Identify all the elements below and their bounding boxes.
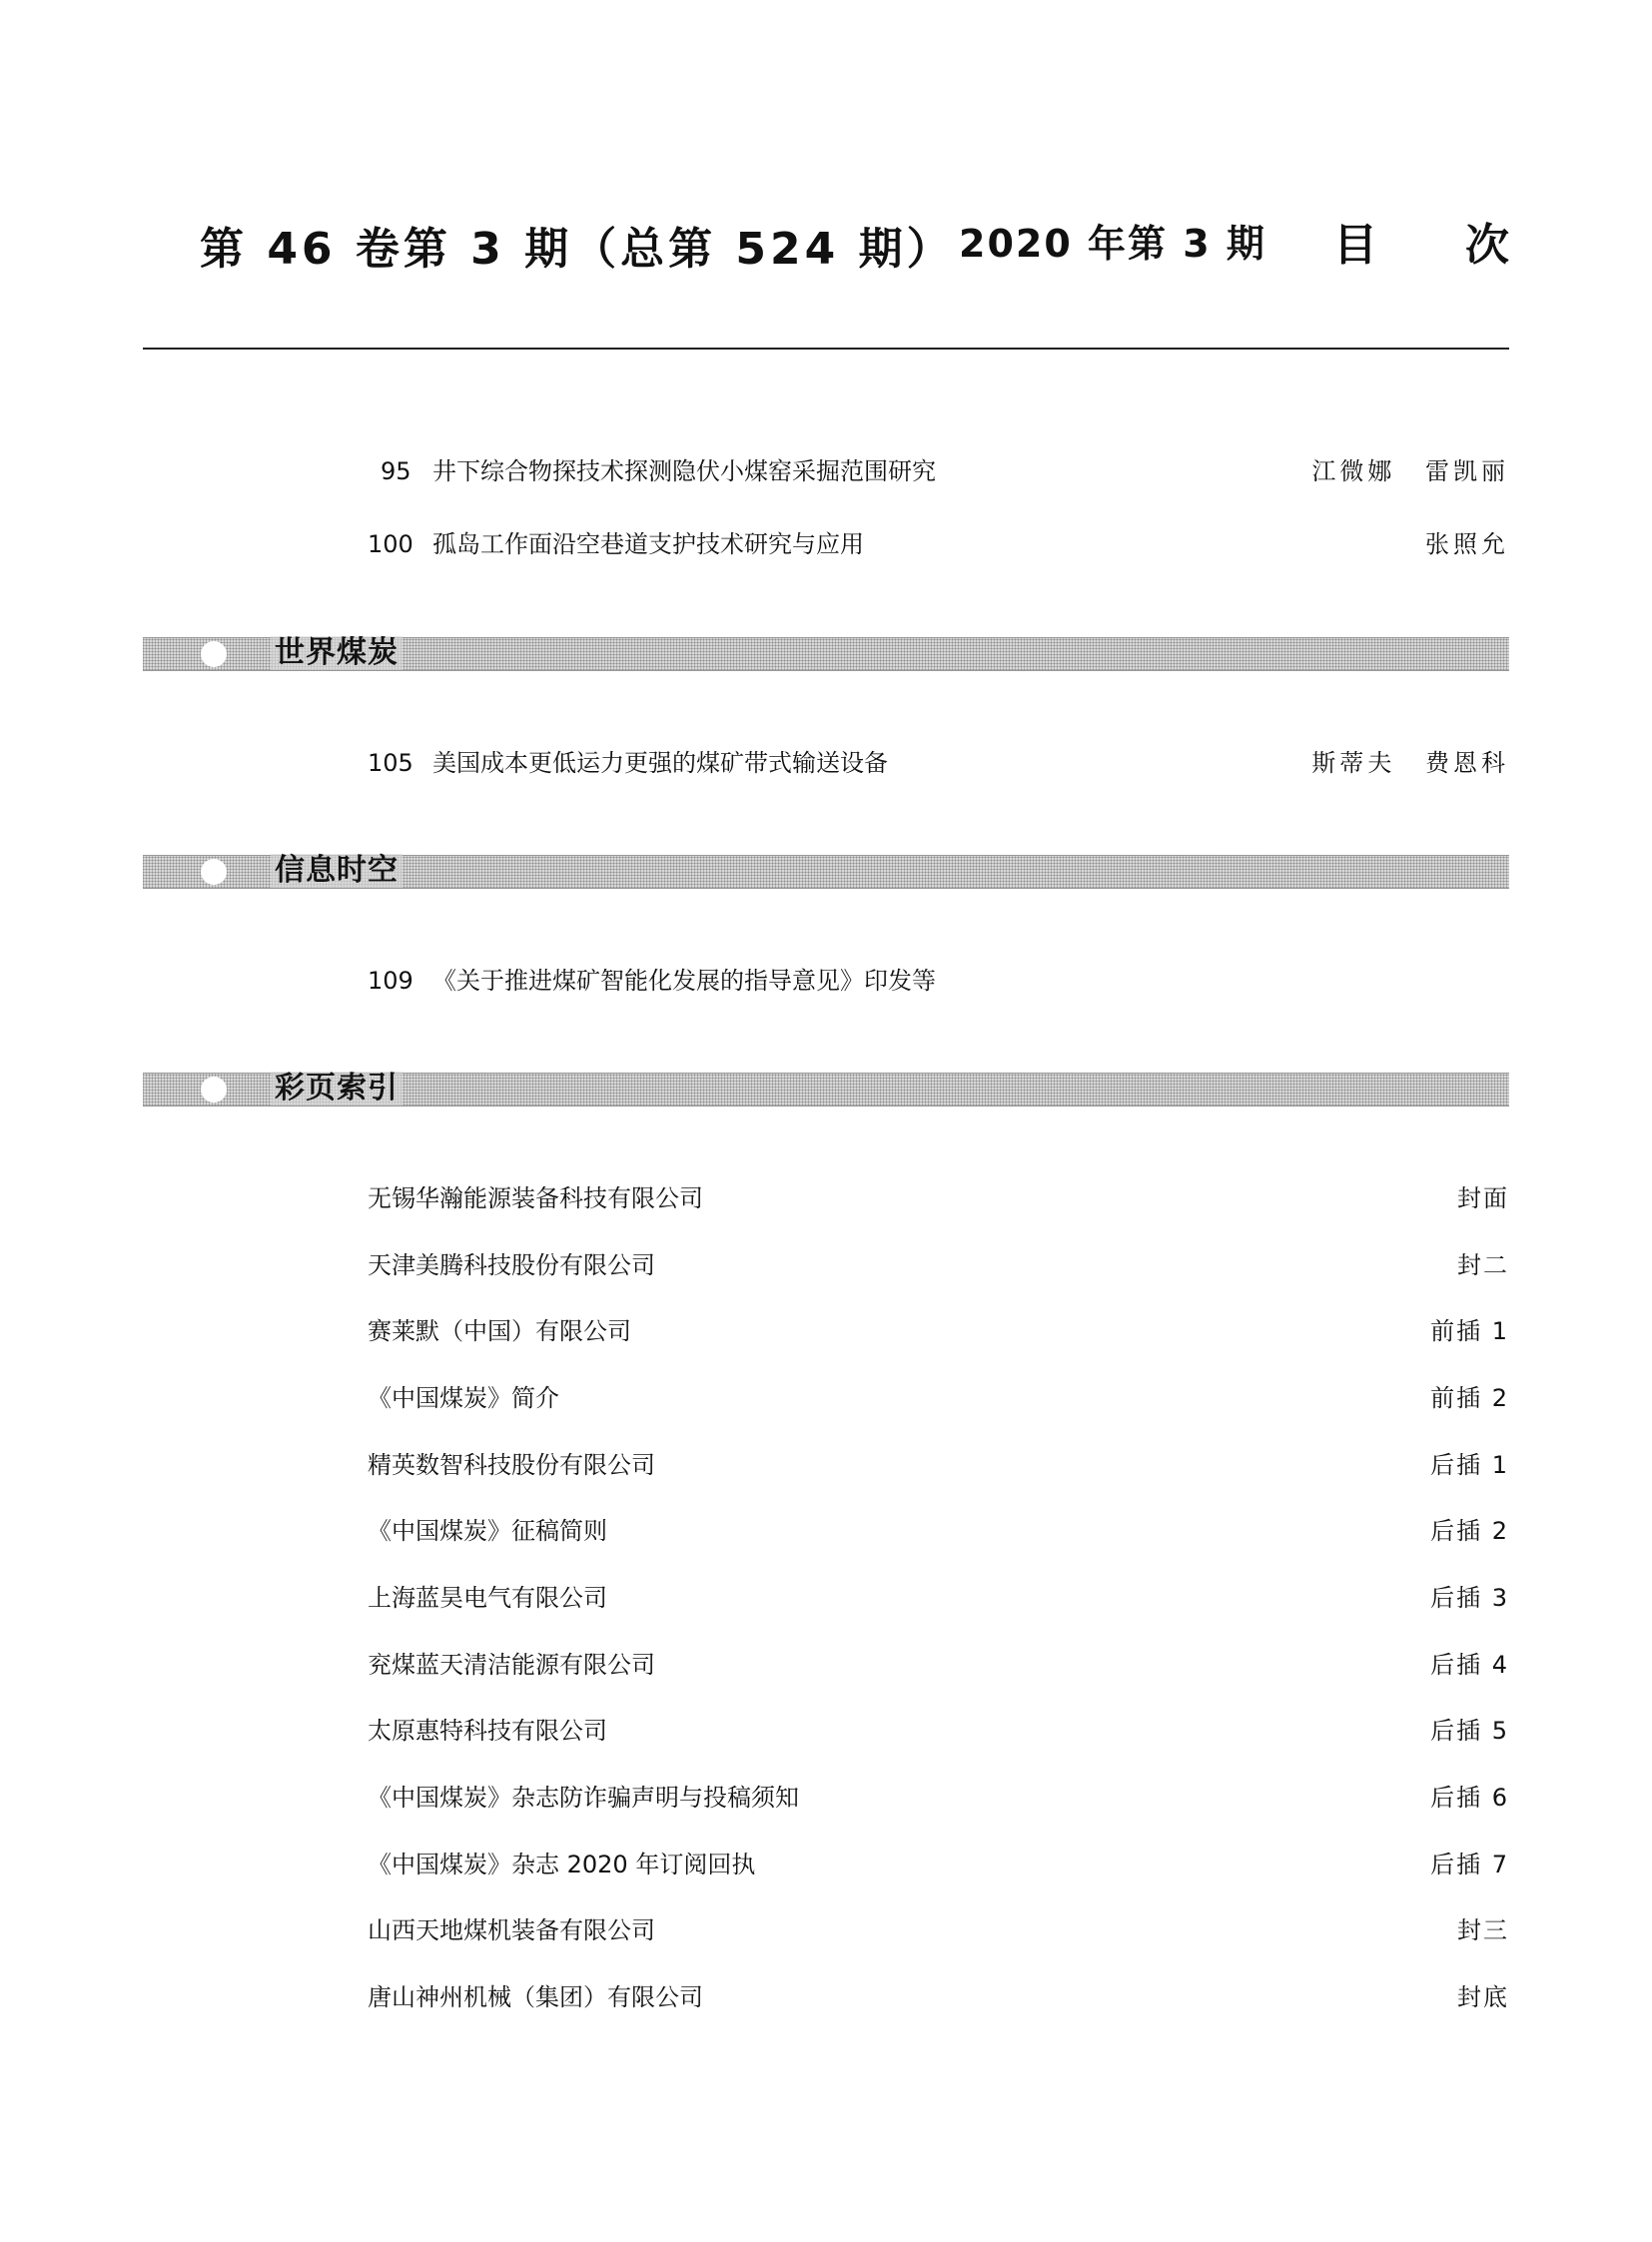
index-row[interactable] <box>143 1378 1509 1418</box>
index-position: 封二 <box>1457 1251 1509 1279</box>
index-row[interactable] <box>143 1778 1509 1818</box>
index-name: 赛莱默（中国）有限公司 <box>368 1317 631 1345</box>
index-position: 后插 5 <box>1430 1717 1509 1745</box>
section-label: 彩页索引 <box>271 1072 403 1106</box>
toc-entry[interactable]: 95 井下综合物探技术探测隐伏小煤窑采掘范围研究 江微娜 雷凯丽 <box>143 451 1509 491</box>
toc-entry[interactable]: 109 《关于推进煤矿智能化发展的指导意见》印发等 <box>143 961 1509 1001</box>
index-name: 《中国煤炭》简介 <box>368 1384 559 1412</box>
section-header-world-coal <box>143 637 1509 671</box>
index-row[interactable] <box>143 1178 1509 1218</box>
article-title: 孤岛工作面沿空巷道支护技术研究与应用 <box>432 530 864 558</box>
index-position: 后插 1 <box>1430 1451 1509 1479</box>
volume-issue: 第 46 卷第 3 期（总第 524 期） <box>200 224 955 275</box>
index-position: 前插 1 <box>1430 1317 1509 1345</box>
index-name: 太原惠特科技有限公司 <box>368 1717 607 1745</box>
index-row[interactable] <box>143 1578 1509 1618</box>
section-label: 世界煤炭 <box>271 636 403 670</box>
index-row[interactable] <box>143 1511 1509 1551</box>
index-name: 天津美腾科技股份有限公司 <box>368 1251 655 1279</box>
bullet-circle-icon <box>201 641 227 667</box>
index-row[interactable] <box>143 1910 1509 1950</box>
index-row[interactable] <box>143 1845 1509 1884</box>
article-authors: 江微娜 雷凯丽 <box>1311 457 1509 485</box>
index-name: 上海蓝昊电气有限公司 <box>368 1584 607 1612</box>
page-header <box>200 205 1597 285</box>
index-position: 后插 7 <box>1430 1851 1509 1878</box>
section-header-info <box>143 855 1509 889</box>
index-position: 封面 <box>1457 1184 1509 1212</box>
article-title: 《关于推进煤矿智能化发展的指导意见》印发等 <box>432 967 936 995</box>
index-row[interactable] <box>143 1711 1509 1751</box>
article-authors: 斯蒂夫 费恩科 <box>1311 749 1509 777</box>
index-row[interactable] <box>143 1445 1509 1485</box>
toc-entry[interactable]: 100 孤岛工作面沿空巷道支护技术研究与应用 张照允 <box>143 524 1509 564</box>
index-position: 后插 6 <box>1430 1784 1509 1812</box>
toc-title: 目次 <box>1333 220 1597 271</box>
index-name: 《中国煤炭》征稿简则 <box>368 1517 607 1545</box>
index-name: 兖煤蓝天清洁能源有限公司 <box>368 1651 655 1679</box>
toc-entry[interactable]: 105 美国成本更低运力更强的煤矿带式输送设备 斯蒂夫 费恩科 <box>143 743 1509 783</box>
section-label: 信息时空 <box>271 854 403 888</box>
article-authors: 张照允 <box>1425 530 1509 558</box>
index-position: 封三 <box>1457 1916 1509 1944</box>
header-rule <box>143 348 1509 350</box>
index-name: 山西天地煤机装备有限公司 <box>368 1916 655 1944</box>
article-title: 井下综合物探技术探测隐伏小煤窑采掘范围研究 <box>432 457 936 485</box>
year-issue: 2020 年第 3 期 <box>959 222 1266 266</box>
index-name: 唐山神州机械（集团）有限公司 <box>368 1983 703 2011</box>
index-name: 《中国煤炭》杂志防诈骗声明与投稿须知 <box>368 1784 799 1812</box>
index-name: 无锡华瀚能源装备科技有限公司 <box>368 1184 703 1212</box>
bullet-circle-icon <box>201 859 227 885</box>
index-position: 封底 <box>1457 1983 1509 2011</box>
article-title: 美国成本更低运力更强的煤矿带式输送设备 <box>432 749 888 777</box>
index-name: 精英数智科技股份有限公司 <box>368 1451 655 1479</box>
index-row[interactable] <box>143 1311 1509 1351</box>
bullet-circle-icon <box>201 1077 227 1103</box>
index-name: 《中国煤炭》杂志 2020 年订阅回执 <box>368 1851 756 1878</box>
index-position: 前插 2 <box>1430 1384 1509 1412</box>
index-row[interactable] <box>143 1977 1509 2017</box>
section-header-color-index <box>143 1073 1509 1107</box>
index-position: 后插 3 <box>1430 1584 1509 1612</box>
index-row[interactable] <box>143 1645 1509 1685</box>
index-position: 后插 2 <box>1430 1517 1509 1545</box>
index-row[interactable] <box>143 1245 1509 1285</box>
index-position: 后插 4 <box>1430 1651 1509 1679</box>
